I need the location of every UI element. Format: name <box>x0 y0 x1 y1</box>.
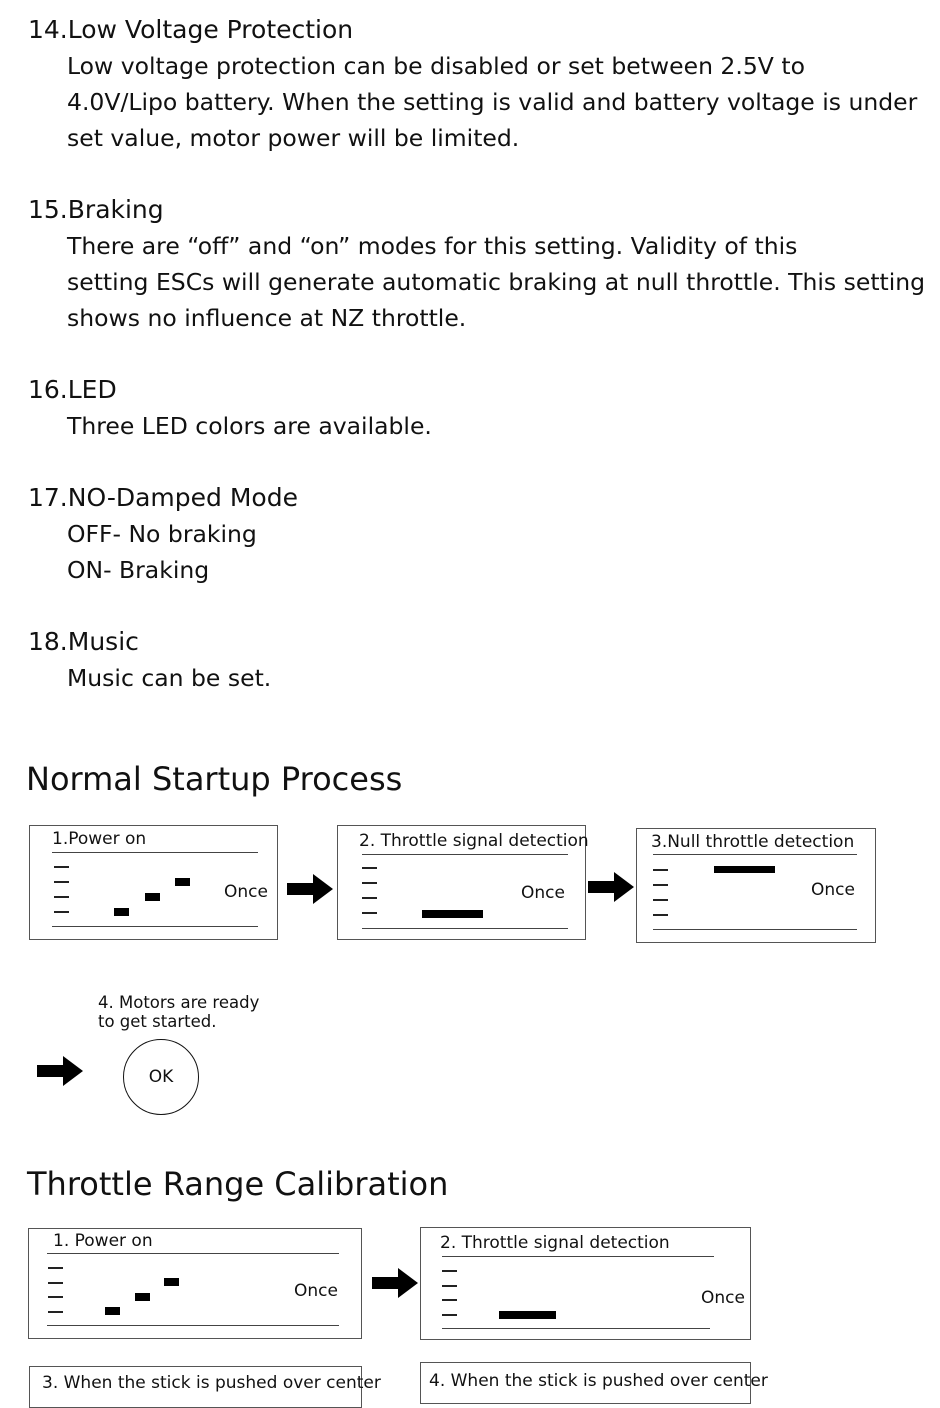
section-line: Low voltage protection can be disabled or set between 2.5V to <box>67 52 805 80</box>
beep-mark-high <box>164 1278 179 1286</box>
step-title: 3. When the stick is pushed over center <box>42 1373 381 1393</box>
step-title: 2. Throttle signal detection <box>440 1233 670 1253</box>
ok-label: OK <box>148 1067 174 1087</box>
section-heading: 15.Braking <box>28 195 164 224</box>
section-line: 4.0V/Lipo battery. When the setting is valid and battery voltage is under <box>67 88 918 116</box>
section-heading: 18.Music <box>28 627 139 656</box>
step-title: 3.Null throttle detection <box>651 832 855 852</box>
ok-circle <box>123 1039 199 1115</box>
null-throttle-mark <box>714 866 775 873</box>
section-line: OFF- No braking <box>67 520 257 548</box>
step-4-caption-line2: to get started. <box>98 1012 217 1031</box>
beep-mark-low <box>105 1307 120 1315</box>
beep-mark-mid <box>135 1293 150 1301</box>
calibration-step-1-box <box>28 1228 362 1339</box>
startup-heading: Normal Startup Process <box>26 760 403 798</box>
section-heading: 14.Low Voltage Protection <box>28 15 354 44</box>
once-label: Once <box>521 883 565 903</box>
startup-step-1-box <box>29 825 278 940</box>
arrow-right-icon <box>372 1268 418 1298</box>
section-line: Three LED colors are available. <box>67 412 432 440</box>
startup-step-3-box <box>636 828 876 943</box>
once-label: Once <box>224 882 268 902</box>
once-label: Once <box>811 880 855 900</box>
section-line: setting ESCs will generate automatic braking at null throttle. This setting <box>67 268 926 296</box>
beep-mark-low <box>114 908 129 916</box>
arrow-right-icon <box>37 1056 83 1086</box>
step-4-caption-line1: 4. Motors are ready <box>98 993 260 1012</box>
arrow-right-icon <box>588 872 634 902</box>
calibration-step-2-box <box>420 1227 751 1340</box>
calibration-step-3-box <box>29 1366 381 1408</box>
step-title: 2. Throttle signal detection <box>359 831 589 851</box>
beep-mark-mid <box>145 893 160 901</box>
throttle-signal-mark <box>422 910 483 918</box>
section-heading: 17.NO-Damped Mode <box>28 483 298 512</box>
once-label: Once <box>294 1281 338 1301</box>
calibration-step-4-box <box>420 1362 768 1404</box>
section-line: shows no influence at NZ throttle. <box>67 304 467 332</box>
section-line: There are “off” and “on” modes for this setting. Validity of this <box>67 232 798 260</box>
section-heading: 16.LED <box>28 375 117 404</box>
step-title: 1. Power on <box>53 1231 153 1251</box>
step-title: 1.Power on <box>52 829 147 849</box>
section-line: ON- Braking <box>67 556 210 584</box>
throttle-signal-mark <box>499 1311 556 1319</box>
arrow-right-icon <box>287 874 333 904</box>
step-title: 4. When the stick is pushed over center <box>429 1371 768 1391</box>
calibration-heading: Throttle Range Calibration <box>27 1165 449 1203</box>
beep-mark-high <box>175 878 190 886</box>
section-line: Music can be set. <box>67 664 272 692</box>
once-label: Once <box>701 1288 745 1308</box>
section-line: set value, motor power will be limited. <box>67 124 520 152</box>
startup-step-2-box <box>337 825 589 940</box>
